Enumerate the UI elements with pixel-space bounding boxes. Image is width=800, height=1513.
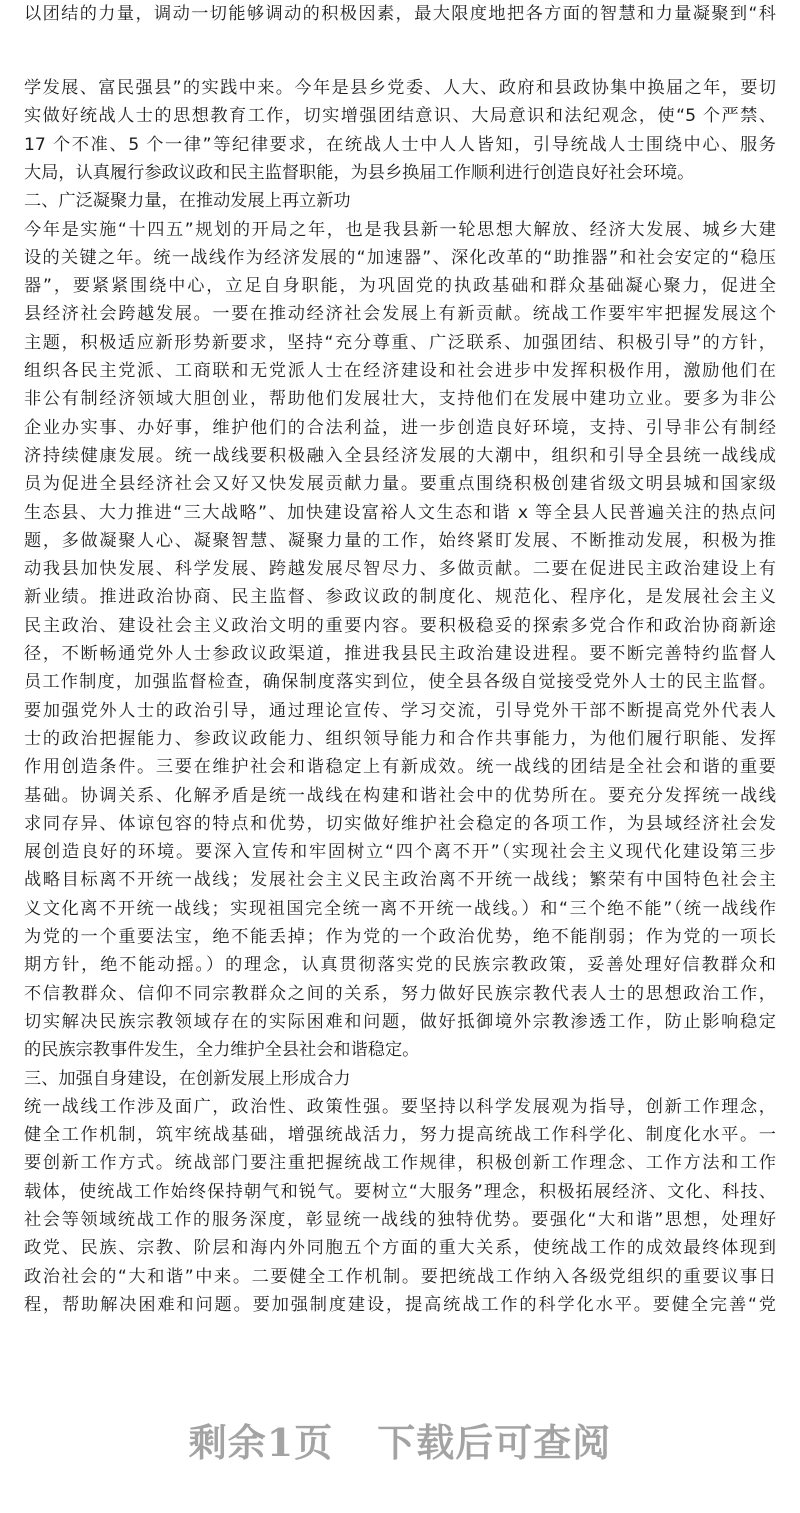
remaining-pages-label[interactable]: 剩余1页 xyxy=(188,1420,334,1465)
download-hint-label[interactable]: 下载后可查阅 xyxy=(377,1420,612,1465)
text-line: 求同存异、体谅包容的特点和优势，切实做好维护社会稳定的各项工作，为县域经济社会发 xyxy=(24,813,776,834)
text-line: 要创新工作方式。统战部门要注重把握统战工作规律，积极创新工作理念、工作方法和工作 xyxy=(24,1153,776,1174)
text-line: 径，不断畅通党外人士参政议政渠道，推进我县民主政治建设进程。要不断完善特约监督人 xyxy=(24,644,776,664)
text-line: 政治社会的“大和谐”中来。二要健全工作机制。要把统战工作纳入各级党组织的重要议事日 xyxy=(24,1266,776,1287)
text-line: 器”，要紧紧围绕中心，立足自身职能，为巩固党的执政基础和群众基础凝心聚力，促进全 xyxy=(24,276,776,297)
text-line: 程，帮助解决困难和问题。要加强制度建设，提高统战工作的科学化水平。要健全完善“党 xyxy=(24,1294,776,1315)
text-line: 设的关键之年。统一战线作为经济发展的“加速器”、深化改革的“助推器”和社会安定的“稳压 xyxy=(24,247,776,268)
text-line: 题，多做凝聚人心、凝聚智慧、凝聚力量的工作，始终紧盯发展、不断推动发展，积极为推 xyxy=(24,530,776,551)
text-line: 基础。协调关系、化解矛盾是统一战线在构建和谐社会中的优势所在。要充分发挥统一战线 xyxy=(24,785,776,806)
text-line: 不信教群众、信仰不同宗教群众之间的关系，努力做好民族宗教代表人士的思想政治工作， xyxy=(24,983,776,1004)
text-line: 新业绩。推进政治协商、民主监督、参政议政的制度化、规范化、程序化，是发展社会主义 xyxy=(24,587,776,608)
text-line: 县经济社会跨越发展。一要在推动经济社会发展上有新贡献。统战工作要牢牢把握发展这个 xyxy=(24,304,776,325)
text-line: 战略目标离不开统一战线；发展社会主义民主政治离不开统一战线；繁荣有中国特色社会主 xyxy=(24,870,776,891)
text-line: 作用创造条件。三要在维护社会和谐稳定上有新成效。统一战线的团结是全社会和谐的重要 xyxy=(24,757,776,778)
text-line: 学发展、富民强县”的实践中来。今年是县乡党委、人大、政府和县政协集中换届之年，要切 xyxy=(24,78,776,98)
text-line: 士的政治把握能力、参政议政能力、组织领导能力和合作共事能力，为他们履行职能、发挥 xyxy=(24,728,776,749)
text-line: 大局，认真履行参政议政和民主监督职能，为县乡换届工作顺利进行创造良好社会环境。 xyxy=(24,162,695,183)
text-line: 主题，积极适应新形势新要求，坚持“充分尊重、广泛联系、加强团结、积极引导”的方针， xyxy=(24,332,776,353)
text-line: 以团结的力量，调动一切能够调动的积极因素，最大限度地把各方面的智慧和力量凝聚到“科 xyxy=(24,4,776,24)
text-line: 民主政治、建设社会主义政治文明的重要内容。要积极稳妥的探索多党合作和政治协商新途 xyxy=(24,615,776,636)
text-line: 员工作制度，加强监督检查，确保制度落实到位，使全县各级自觉接受党外人士的民主监督。 xyxy=(24,672,776,693)
text-line: 生态县、大力推进“三大战略”、加快建设富裕人文生态和谐 x 等全县人民普遍关注的热点问 xyxy=(24,502,776,523)
text-line: 要加强党外人士的政治引导，通过理论宣传、学习交流，引导党外干部不断提高党外代表人 xyxy=(24,700,776,721)
text-line: 载体，使统战工作始终保持朝气和锐气。要树立“大服务”理念，积极拓展经济、文化、科技、 xyxy=(24,1181,776,1202)
text-line: 社会等领域统战工作的服务深度，彰显统一战线的独特优势。要强化“大和谐”思想，处理好 xyxy=(24,1210,776,1230)
text-line: 期方针，绝不能动摇。）的理念，认真贯彻落实党的民族宗教政策，妥善处理好信教群众和 xyxy=(24,955,776,976)
text-line: 动我县加快发展、科学发展、跨越发展尽智尽力、多做贡献。二要在促进民主政治建设上有 xyxy=(24,559,776,580)
text-line: 义文化离不开统一战线；实现祖国完全统一离不开统一战线。）和“三个绝不能”（统一战线作 xyxy=(24,898,776,919)
text-line: 实做好统战人士的思想教育工作，切实增强团结意识、大局意识和法纪观念，使“5 个严禁、 xyxy=(24,106,776,127)
text-line: 企业办实事、办好事，维护他们的合法利益，进一步创造良好环境，支持、引导非公有制经 xyxy=(24,417,776,438)
text-line: 政党、民族、宗教、阶层和海内外同胞五个方面的重大关系，使统战工作的成效最终体现到 xyxy=(24,1238,776,1259)
text-line: 统一战线工作涉及面广，政治性、政策性强。要坚持以科学发展观为指导，创新工作理念， xyxy=(24,1096,776,1117)
text-line: 17 个不准、5 个一律”等纪律要求，在统战人士中人人皆知，引导统战人士围绕中心、服务 xyxy=(24,134,776,155)
text-line: 非公有制经济领域大胆创业，帮助他们发展壮大，支持他们在发展中建功立业。要多为非公 xyxy=(24,389,776,410)
text-line: 济持续健康发展。统一战线要积极融入全县经济发展的大潮中，组织和引导全县统一战线成 xyxy=(24,445,776,466)
text-line: 的民族宗教事件发生，全力维护全县社会和谐稳定。 xyxy=(24,1040,420,1061)
text-line: 展创造良好的环境。要深入宣传和牢固树立“四个离不开”（实现社会主义现代化建设第三步 xyxy=(24,842,776,863)
text-line: 员为促进全县经济社会又好又快发展贡献力量。要重点围绕积极创建省级文明县城和国家级 xyxy=(24,474,776,495)
text-line: 今年是实施“十四五”规划的开局之年，也是我县新一轮思想大解放、经济大发展、城乡大建 xyxy=(24,219,776,240)
text-line: 切实解决民族宗教领域存在的实际困难和问题，做好抵御境外宗教渗透工作，防止影响稳定 xyxy=(24,1011,776,1032)
text-line: 为党的一个重要法宝，绝不能丢掉；作为党的一个政治优势，绝不能削弱；作为党的一项长 xyxy=(24,927,776,947)
text-line: 二、广泛凝聚力量，在推动发展上再立新功 xyxy=(24,191,351,212)
download-prompt[interactable] xyxy=(0,1412,800,1467)
text-line: 健全工作机制，筑牢统战基础，增强统战活力，努力提高统战工作科学化、制度化水平。一 xyxy=(24,1125,776,1146)
text-line: 组织各民主党派、工商联和无党派人士在经济建设和社会进步中发挥积极作用，激励他们在 xyxy=(24,361,776,381)
text-line: 三、加强自身建设，在创新发展上形成合力 xyxy=(24,1068,351,1089)
